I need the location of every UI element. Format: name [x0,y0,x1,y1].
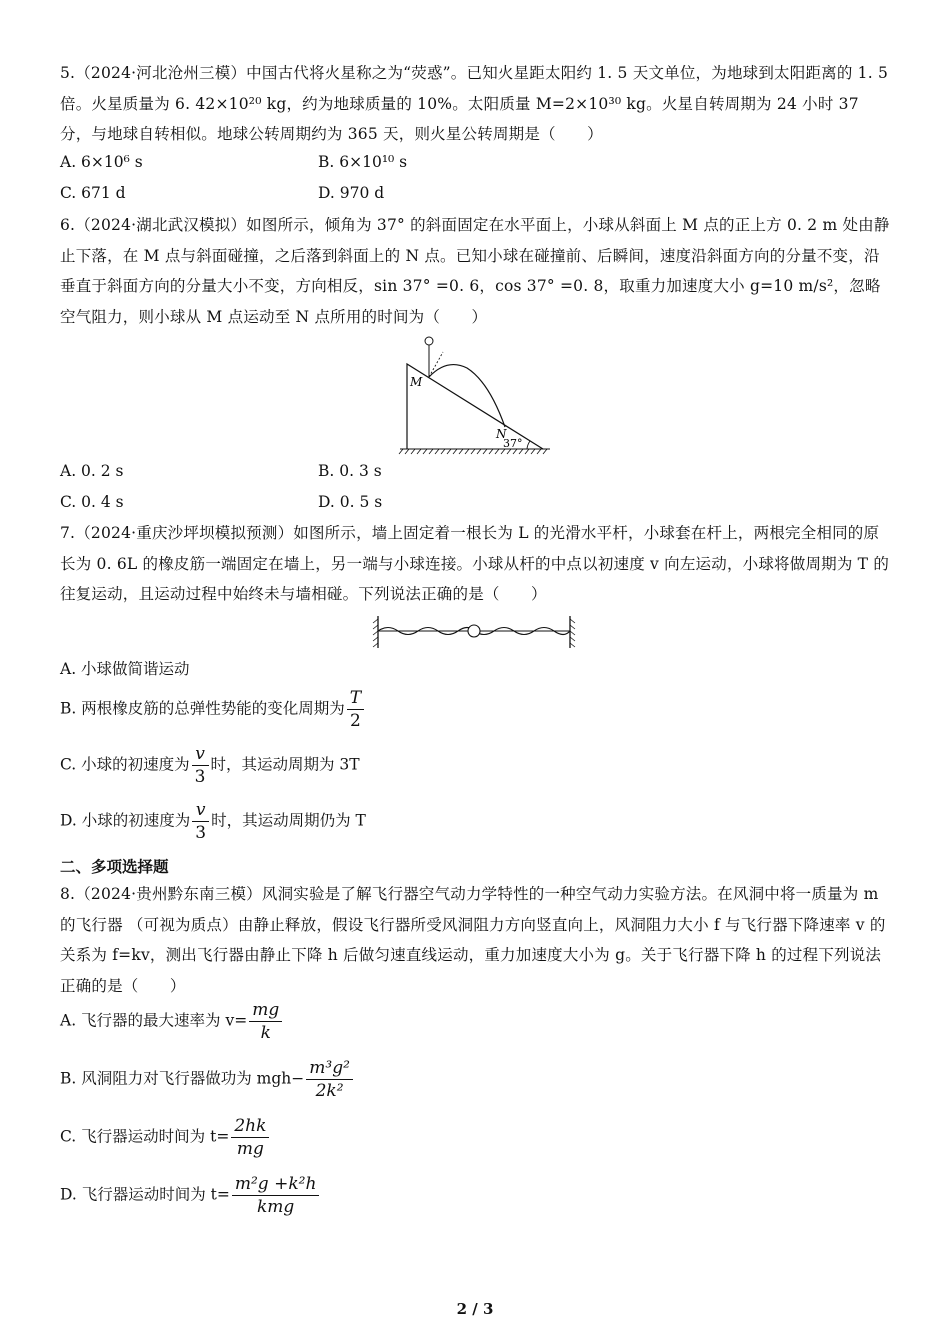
question-7-option-c: C. 小球的初速度为 $\frac{v}{3}$ 时，其运动周期为 3T [60,744,360,787]
question-5-option-b: B. 6×10¹⁰ s [318,153,408,171]
section-heading: 二、多项选择题 [60,857,169,876]
fraction-time-expression: $\frac{\text{m²g +k²h}}{\text{kmg}}$ [232,1174,320,1217]
question-5-option-c: C. 671 d [60,184,126,202]
question-6-option-c: C. 0. 4 s [60,493,124,511]
question-8-option-a: A. 飞行器的最大速率为 v= $\frac{mg}{k}$ [60,1000,284,1043]
question-8-option-b: B. 风洞阻力对飞行器做功为 mgh− $\frac{\text{m³g²}}{\text{2k²}}$ [60,1058,355,1101]
question-5-option-d: D. 970 d [318,184,385,202]
question-7-option-a: A. 小球做简谐运动 [60,660,190,678]
question-8-option-d: D. 飞行器运动时间为 t= $\frac{\text{m²g +k²h}}{\text{kmg}}$ [60,1174,321,1217]
point-n-label: N [496,427,507,441]
fraction-v-over-3: $\frac{v}{3}$ [192,744,209,787]
question-8-text: 8.（2024·贵州黔东南三模）风洞实验是了解飞行器空气动力学特性的一种空气动力实验方法。在风洞中将一质量为 m 的飞行器 （可视为质点）由静止释放，假设飞行器所受风洞阻力方向竖直向上，风洞阻力大小 f 与飞行器下降速率 v 的关系为 f=kv，测出飞行器由静止下降 h 后做匀速直线运动，重力加速度大小为 g。关于飞行器下降 h 的过程下列说法正确的是（ ） [60,885,886,995]
question-5-text: 5.（2024·河北沧州三模）中国古代将火星称之为“荧惑”。已知火星距太阳约 1. 5 天文单位，为地球到太阳距离的 1. 5 倍。火星质量为 6. 42×10²⁰ kg，约为地球质量的 10%。太阳质量 M=2×10³⁰ kg。火星自转周期为 24 小时 37 分，与地球自转相似。地球公转周期约为 365 天，则火星公转周期是（ ） [60,64,889,143]
fraction-2hk-over-mg: $\frac{2hk}{mg}$ [231,1116,269,1159]
page-number: 2 / 3 [456,1300,494,1318]
point-m-label: M [410,375,423,389]
question-5-option-a: A. 6×10⁶ s [60,153,143,171]
question-6-option-a: A. 0. 2 s [60,462,124,480]
question-6-option-d: D. 0. 5 s [318,493,383,511]
angle-label: 37° [503,437,523,450]
question-6-text: 6.（2024·湖北武汉模拟）如图所示，倾角为 37° 的斜面固定在水平面上，小球从斜面上 M 点的正上方 0. 2 m 处由静止下落，在 M 点与斜面碰撞，之后落到斜面上的 N 点。已知小球在碰撞前、后瞬间，速度沿斜面方向的分量不变，沿垂直于斜面方向的分量大小不变，方向相反，sin 37° =0. 6，cos 37° =0. 8，取重力加速度大小 g=10 m/s²，忽略空气阻力，则小球从 M 点运动至 N 点所用的时间为（ ） [60,216,890,326]
fraction-m3g2-over-2k2: $\frac{\text{m³g²}}{\text{2k²}}$ [306,1058,353,1101]
question-7-option-b: B. 两根橡皮筋的总弹性势能的变化周期为 $\frac{T}{2}$ [60,688,366,731]
question-7-option-d: D. 小球的初速度为 $\frac{v}{3}$ 时，其运动周期仍为 T [60,800,366,843]
fraction-v-over-3: $\frac{v}{3}$ [192,800,209,843]
fraction-mg-over-k: $\frac{mg}{k}$ [249,1000,282,1043]
question-7-text: 7.（2024·重庆沙坪坝模拟预测）如图所示，墙上固定着一根长为 L 的光滑水平杆，小球套在杆上，两根完全相同的原长为 0. 6L 的橡皮筋一端固定在墙上，另一端与小球连接。小球从杆的中点以初速度 v 向左运动，小球将做周期为 T 的往复运动，且运动过程中始终未与墙相碰。下列说法正确的是（ ） [60,524,890,603]
question-6-option-b: B. 0. 3 s [318,462,382,480]
incline-figure [395,332,560,457]
spring-rod-figure [372,614,578,652]
question-8-option-c: C. 飞行器运动时间为 t= $\frac{2hk}{mg}$ [60,1116,271,1159]
fraction-t-over-2: $\frac{T}{2}$ [347,688,364,731]
